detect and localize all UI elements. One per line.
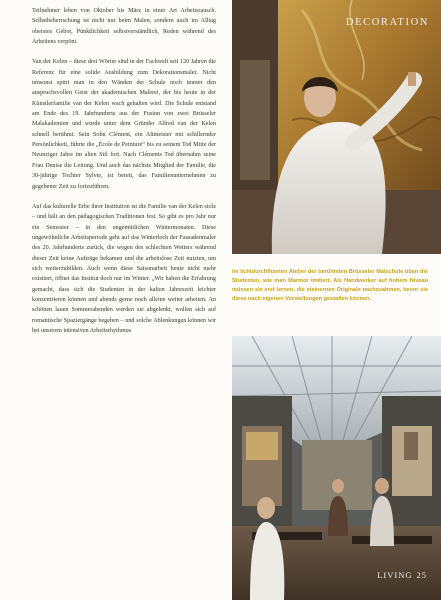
- photo-caption: Im lichtdurchfluteten Atelier der berühmten Brüsseler Malschule üben die Studenten, wie man Marmor imitiert. Als Handwerker auf hohem Niveau müssen sie erst lernen, die steinernen Originale nachzuahmen, bevor sie diese nach eigenen Vorstellungen gestalten können.: [232, 269, 428, 302]
- photo-atelier-hall: [232, 336, 441, 600]
- photo-marble-painter: [232, 0, 441, 254]
- article-paragraph-3: Auf das kulturelle Erbe ihrer Institution ist die Familie van der Kelen stolz – und hält an den pädagogischen Traditionen fest. So gibt es pro Jahr nur ein Semester – in den ungemütlichen Wintermonaten. Diese ungewöhnliche Arbeitsperiode geht auf das Winterloch der Fassadenmaler des 20. Jahrhunderts zurück, die wegen des schlechten Wetters während dieser Zeit keine Aufträge bekamen und die arbeitslose Zeit nutzten, um sich weiterzubilden. Auch wenn diese Saisonarbeit heute nicht mehr existiert, öffnet das Institut doch nur im Winter. „Wir haben die Erfahrung gemacht, dass sich die Studenten in der kalten Jahreszeit leichter konzentrieren können und abends gerne noch alleine weiter arbeiten. An schönen lauen Sommerabenden werden sie abgelenkt, wollen sich auf romantische Spaziergänge begeben – und solche Ablenkungen können wir bei unserem intensiven Arbeitsrhythmus: [32, 203, 216, 334]
- article-paragraph-2: Van der Kelen – diese drei Wörter sind in der Fachwelt seit 120 Jahren die Referenz für eine solide Ausbildung zum Dekorationsmaler. Nicht umsonst spürt man in den Wänden der Schule noch immer den anspruchsvollen Geist der akademischen Malerei, der bis heute in der Künstlerfamilie van der Kelen wach gehalten wird. Die Schule entstand am Ende des 19. Jahrhunderts aus der Fusion von zwei Brüsseler Malakademien und wurde unter dem Gründer Alfred van der Kelen schnell berühmt. Sein Sohn Clément, ein Altmeister mit schillernder Persönlichkeit, führte die „École de Peinture“ bis zu seinem Tod Mitte der Neunziger Jahre im alten Stil fort. Nach Cléments Tod übernahm seine Frau Denise die Leitung. Und auch das nächste Mitglied der Familie, die 30-jährige Tochter Sylvie, ist bereit, das Familienunternehmen zu gegebener Zeit zu fortzuführen.: [32, 59, 216, 190]
- page-number: 25: [416, 570, 427, 580]
- article-paragraph-1: Teilnehmer leben von Oktober bis März in einer Art Arbeitsrausch. Selbstbeherrschung ist nicht nur beim Malen, sondern auch im Alltag oberstes Gebot, Pünktlichkeit selbstverständlich, Reden während des Arbeitens verpönt.: [32, 8, 216, 46]
- section-label: DECORATION: [345, 17, 429, 28]
- article-text-column: [32, 6, 216, 346]
- page-footer: [377, 570, 427, 580]
- magazine-name: LIVING: [377, 570, 413, 580]
